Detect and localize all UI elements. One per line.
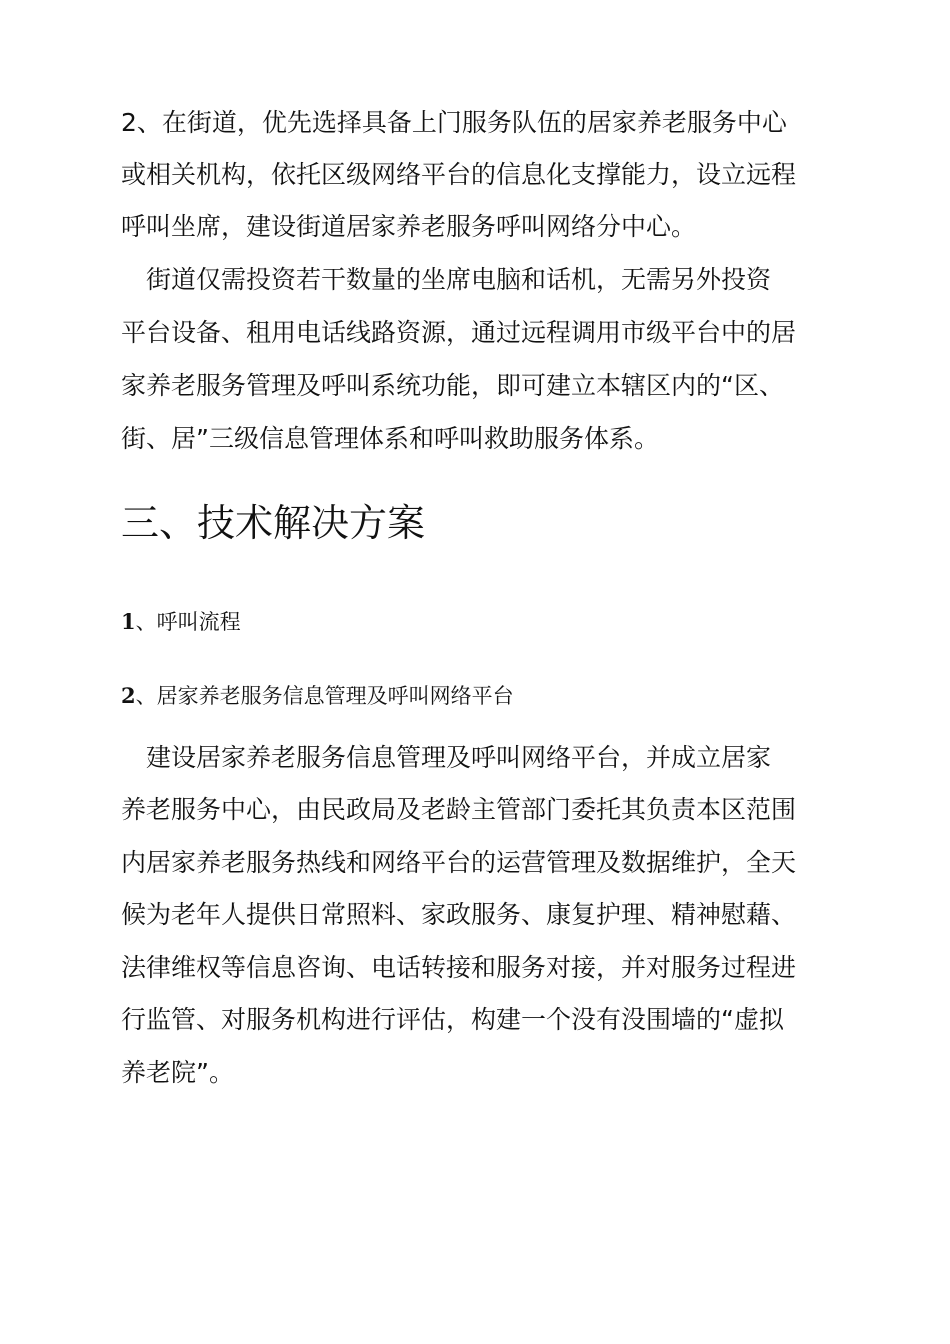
subheading-platform — [121, 681, 514, 711]
paragraph-line: 2、在街道，优先选择具备上门服务队伍的居家养老服务中心 — [121, 108, 787, 137]
paragraph-line: 法律维权等信息咨询、电话转接和服务对接，并对服务过程进 — [121, 953, 797, 982]
paragraph-line: 行监管、对服务机构进行评估，构建一个没有没围墙的“虚拟 — [121, 1005, 784, 1034]
paragraph-line: 或相关机构，依托区级网络平台的信息化支撑能力，设立远程 — [121, 160, 797, 189]
paragraph-line: 候为老年人提供日常照料、家政服务、康复护理、精神慰藉、 — [121, 900, 797, 929]
paragraph-line: 平台设备、租用电话线路资源，通过远程调用市级平台中的居 — [121, 318, 797, 347]
paragraph-line: 养老服务中心，由民政局及老龄主管部门委托其负责本区范围 — [121, 795, 797, 824]
subheading-number: 1 — [121, 609, 136, 634]
paragraph-line: 建设居家养老服务信息管理及呼叫网络平台，并成立居家 — [121, 743, 772, 772]
section-heading: 三、技术解决方案 — [121, 501, 426, 545]
subheading-call-flow — [121, 607, 241, 637]
paragraph-line: 街、居”三级信息管理体系和呼叫救助服务体系。 — [121, 424, 659, 453]
paragraph-line: 街道仅需投资若干数量的坐席电脑和话机，无需另外投资 — [121, 265, 772, 294]
paragraph-line: 呼叫坐席，建设街道居家养老服务呼叫网络分中心。 — [121, 212, 697, 241]
subheading-number: 2 — [121, 683, 136, 708]
subheading-text: 、居家养老服务信息管理及呼叫网络平台 — [135, 684, 514, 708]
subheading-text: 、呼叫流程 — [135, 610, 241, 634]
paragraph-line: 家养老服务管理及呼叫系统功能，即可建立本辖区内的“区、 — [121, 371, 784, 400]
paragraph-line: 内居家养老服务热线和网络平台的运营管理及数据维护，全天 — [121, 848, 797, 877]
paragraph-line: 养老院”。 — [121, 1058, 234, 1087]
